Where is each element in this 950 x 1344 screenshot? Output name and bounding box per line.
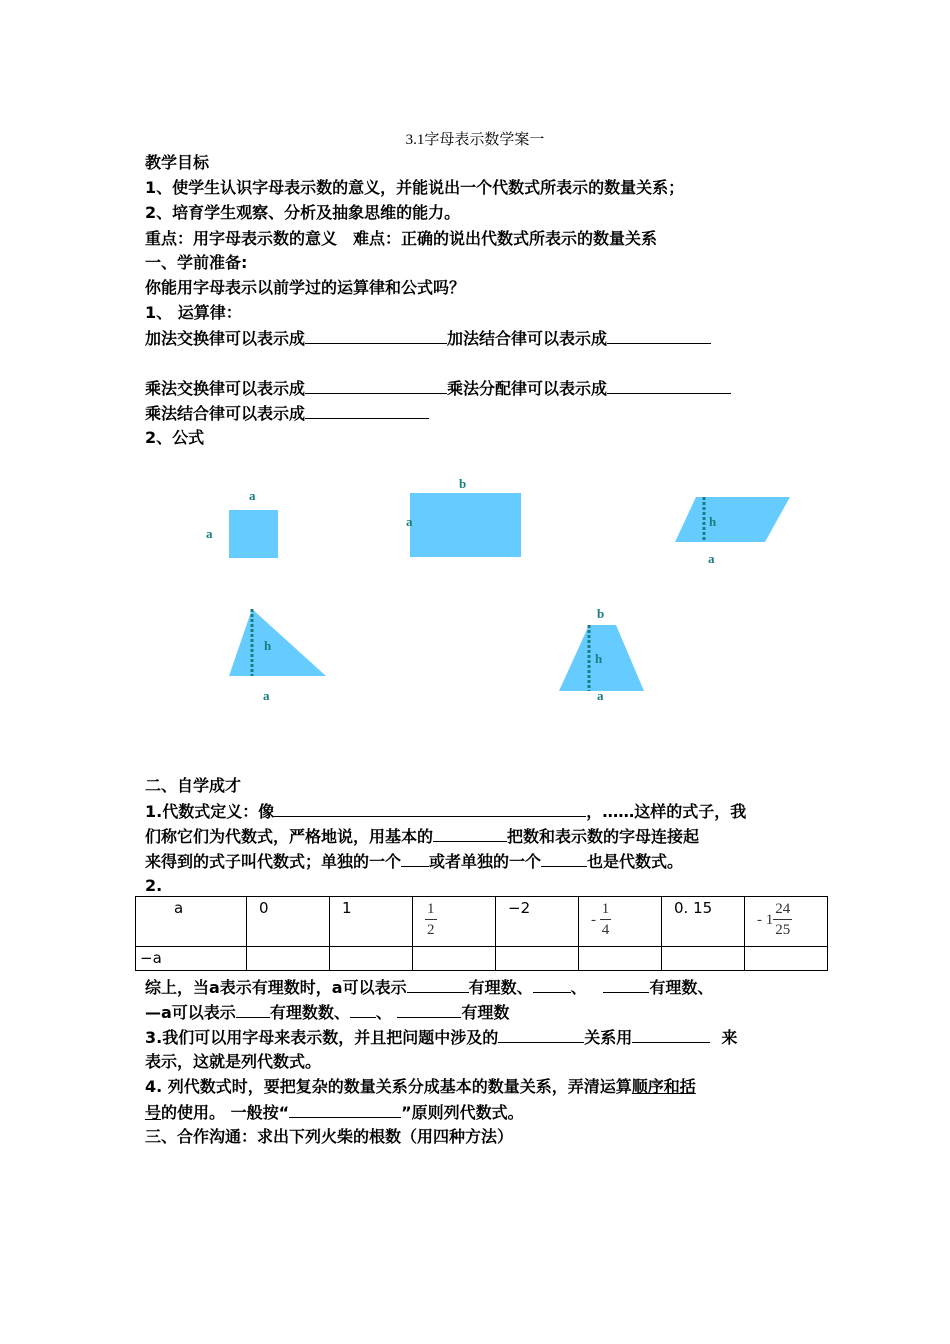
table-cell <box>745 897 828 947</box>
add-comm-label: 加法交换律可以表示成 <box>145 329 306 348</box>
mul-comm-blank[interactable] <box>305 378 447 394</box>
table-cell[interactable] <box>330 947 413 971</box>
page-title: 3.1字母表示数学案一 <box>405 132 545 148</box>
summary-blank-1[interactable] <box>407 977 469 993</box>
item-3-line-2: 表示，这就是列代数式。 <box>145 1052 322 1071</box>
def-text-d: 把数和表示数的字母连接起 <box>507 827 700 846</box>
square-top-label: a <box>249 488 256 503</box>
trap-h-label: h <box>595 651 603 666</box>
geometry-figures <box>0 470 950 710</box>
definition-line-1 <box>145 801 746 822</box>
table-cell: a <box>136 897 247 947</box>
mul-comm-label: 乘法交换律可以表示成 <box>145 379 306 398</box>
table-cell[interactable] <box>745 947 828 971</box>
para-bottom-label: a <box>708 551 715 566</box>
mul-dist-blank[interactable] <box>607 378 731 394</box>
summary-text-e: —a可以表示 <box>145 1003 236 1022</box>
section1-question: 你能用字母表示以前学过的运算律和公式吗？ <box>145 278 466 297</box>
fraction-den: 2 <box>427 922 435 938</box>
goals-heading: 教学目标 <box>145 153 210 172</box>
item4-text-a: 4. 列代数式时，要把复杂的数量关系分成基本的数量关系，弄清运算 <box>145 1077 632 1096</box>
fraction-den: 4 <box>601 922 610 938</box>
table-cell[interactable] <box>413 947 496 971</box>
fraction-den: 25 <box>775 922 791 938</box>
item3-text-b: 关系用 <box>584 1028 633 1047</box>
rect-top-label: b <box>459 476 467 491</box>
sign: - <box>591 912 600 928</box>
add-laws-line <box>145 328 711 349</box>
table-cell <box>413 897 496 947</box>
mul-assoc-line <box>145 403 429 424</box>
mul-laws-line <box>145 378 731 399</box>
table-cell: −2 <box>496 897 579 947</box>
def-text-f: 或者单独的一个 <box>429 852 542 871</box>
table-row <box>136 897 828 947</box>
single-blank-2[interactable] <box>541 851 587 867</box>
table-cell[interactable] <box>247 947 330 971</box>
table-cell: 0. 15 <box>662 897 745 947</box>
single-blank-1[interactable] <box>401 851 429 867</box>
fraction-num: 1 <box>600 899 612 920</box>
definition-line-2 <box>145 826 699 847</box>
summary-blank-4[interactable] <box>236 1002 270 1018</box>
goal-item-1: 1、使学生认识字母表示数的意义，并能说出一个代数式所表示的数量关系； <box>145 178 685 197</box>
def-text-g: 也是代数式。 <box>587 852 684 871</box>
mul-assoc-blank[interactable] <box>305 403 429 419</box>
table-cell: 1 <box>330 897 413 947</box>
trap-top-label: b <box>597 606 605 621</box>
section1-sub2: 2、公式 <box>145 428 205 447</box>
def-text-a: 1.代数式定义：像 <box>145 802 275 821</box>
def-text-e: 来得到的式子叫代数式；单独的一个 <box>145 852 402 871</box>
def-text-c: 们称它们为代数式，严格地说，用基本的 <box>145 827 434 846</box>
item3-blank-1[interactable] <box>498 1027 584 1043</box>
item-2-label: 2. <box>145 876 163 895</box>
item3-text-c: 来 <box>721 1028 738 1047</box>
example-blank[interactable] <box>274 801 586 817</box>
section2-heading: 二、自学成才 <box>145 776 242 795</box>
item4-underlined-2: 号 <box>145 1103 162 1122</box>
para-h-label: h <box>709 514 717 529</box>
key-points: 重点：用字母表示数的意义 难点：正确的说出代数式所表示的数量关系 <box>145 229 658 248</box>
add-comm-blank[interactable] <box>305 328 447 344</box>
tri-bottom-label: a <box>263 688 270 703</box>
fraction <box>600 899 612 940</box>
table-cell[interactable] <box>662 947 745 971</box>
mixed-prefix: - 1 <box>757 912 774 928</box>
table-cell: 0 <box>247 897 330 947</box>
mul-assoc-label: 乘法结合律可以表示成 <box>145 404 306 423</box>
summary-line-1 <box>145 977 713 998</box>
table-cell <box>579 897 662 947</box>
summary-text-b: 有理数、 <box>468 978 533 997</box>
rect-left-label: a <box>406 514 413 529</box>
fraction-num: 1 <box>425 899 437 920</box>
summary-text-d: 有理数、 <box>649 978 714 997</box>
section1-heading: 一、学前准备: <box>145 253 248 272</box>
summary-blank-2[interactable] <box>533 977 571 993</box>
summary-text-g: 、 <box>375 1003 392 1022</box>
trap-bottom-label: a <box>597 688 604 703</box>
tri-h-label: h <box>264 638 272 653</box>
item4-underlined: 顺序和括 <box>631 1077 696 1096</box>
def-text-b: ，……这样的式子，我 <box>586 802 747 821</box>
item3-blank-2[interactable] <box>632 1027 710 1043</box>
rectangle-shape <box>410 493 521 557</box>
goal-item-2: 2、培育学生观察、分析及抽象思维的能力。 <box>145 203 461 222</box>
summary-text-c: 、 <box>570 978 587 997</box>
table-cell: −a <box>136 947 247 971</box>
add-assoc-label: 加法结合律可以表示成 <box>447 329 608 348</box>
summary-text-a: 综上，当a表示有理数时，a可以表示 <box>145 978 407 997</box>
summary-blank-5[interactable] <box>350 1002 376 1018</box>
item-4-line-2 <box>145 1102 524 1123</box>
section1-sub1: 1、 运算律： <box>145 303 242 322</box>
summary-blank-6[interactable] <box>397 1002 461 1018</box>
item-4-line-1 <box>145 1077 696 1097</box>
table-cell[interactable] <box>496 947 579 971</box>
fraction <box>773 899 792 940</box>
mul-dist-label: 乘法分配律可以表示成 <box>447 379 608 398</box>
operation-blank[interactable] <box>433 826 507 842</box>
parallelogram-shape <box>675 497 790 542</box>
value-table <box>135 896 828 971</box>
summary-text-h: 有理数 <box>461 1003 510 1022</box>
add-assoc-blank[interactable] <box>607 328 711 344</box>
item4-text-b: 的使用。 一般按“ <box>161 1103 290 1122</box>
fraction <box>425 899 437 940</box>
item4-blank[interactable] <box>289 1102 401 1118</box>
summary-text-f: 有理数数、 <box>269 1003 350 1022</box>
summary-blank-3[interactable] <box>603 977 649 993</box>
square-shape <box>229 510 278 558</box>
item4-text-c: ”原则列代数式。 <box>401 1103 524 1122</box>
square-left-label: a <box>206 526 213 541</box>
triangle-shape <box>229 609 326 676</box>
item-3-line-1 <box>145 1027 737 1048</box>
section3-heading: 三、合作沟通：求出下列火柴的根数（用四种方法） <box>145 1127 514 1146</box>
table-row <box>136 947 828 971</box>
definition-line-3 <box>145 851 683 872</box>
fraction-num: 24 <box>773 899 792 920</box>
item3-text-a: 3.我们可以用字母来表示数，并且把问题中涉及的 <box>145 1028 499 1047</box>
summary-line-2 <box>145 1002 509 1023</box>
table-cell[interactable] <box>579 947 662 971</box>
